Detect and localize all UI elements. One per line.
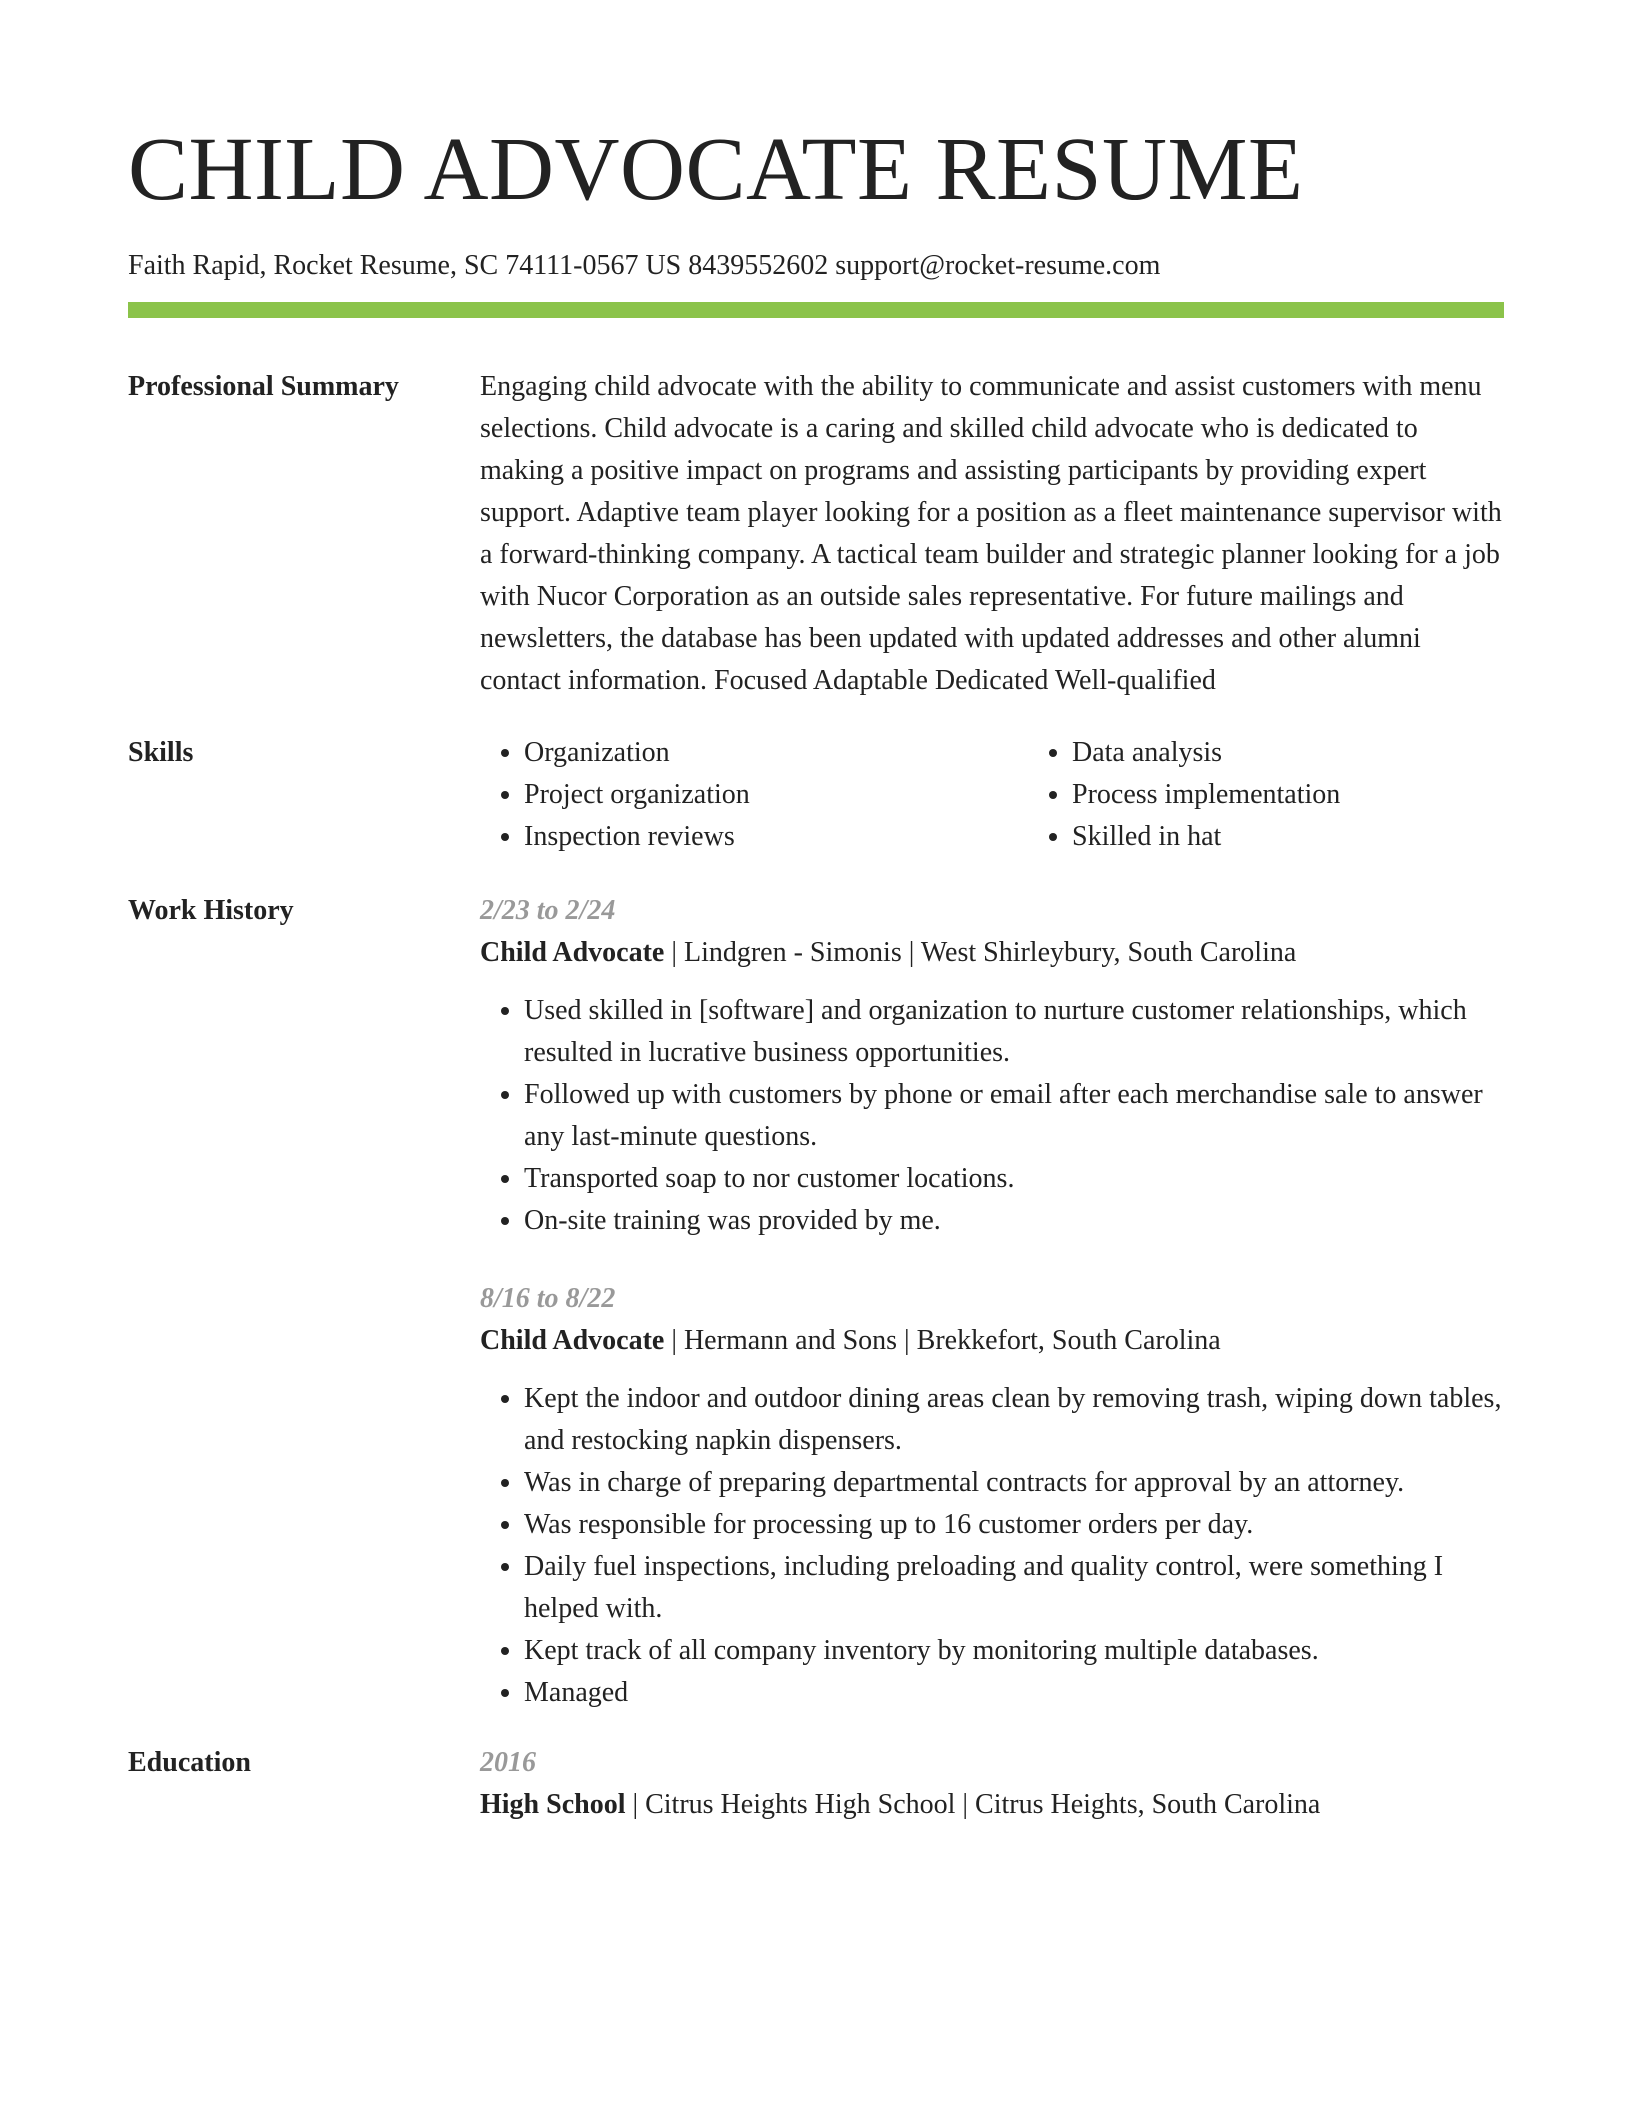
education-line bbox=[480, 1784, 1504, 1826]
job-title-line bbox=[480, 1320, 1504, 1362]
skill-item: • Data analysis bbox=[1072, 732, 1576, 774]
section-education bbox=[128, 1742, 1504, 1826]
section-label-education: Education bbox=[128, 1747, 251, 1778]
job-bullet: • Daily fuel inspections, including preloading and quality control, were something I helped with. bbox=[524, 1546, 1504, 1630]
skill-item: • Project organization bbox=[524, 774, 1028, 816]
job-dates: 2/23 to 2/24 bbox=[480, 895, 616, 926]
skill-item: • Organization bbox=[524, 732, 1028, 774]
work-history-body bbox=[480, 890, 1504, 1714]
skill-item: • Skilled in hat bbox=[1072, 816, 1576, 858]
job-bullet: • On-site training was provided by me. bbox=[524, 1200, 1504, 1242]
section-label-work-history: Work History bbox=[128, 895, 294, 926]
summary-text: Engaging child advocate with the ability to communicate and assist customers with menu selections. Child advocate is a caring and skilled child advocate who is dedicated to making a positive impact on programs and assisting participants by providing expert support. Adaptive team player looking for a position as a fleet maintenance supervisor with a forward-thinking company. A tactical team builder and strategic planner looking for a job with Nucor Corporation as an outside sales representative. For future mailings and newsletters, the database has been updated with updated addresses and other alumni contact information. Focused Adaptable Dedicated Well-qualified bbox=[480, 371, 1502, 696]
skills-column-left bbox=[480, 732, 1028, 858]
skill-item: • Inspection reviews bbox=[524, 816, 1028, 858]
education-degree: High School bbox=[480, 1789, 626, 1820]
job-bullets bbox=[480, 990, 1504, 1242]
job-entry bbox=[480, 890, 1504, 1242]
job-role: Child Advocate bbox=[480, 937, 665, 968]
skills-column-right bbox=[1028, 732, 1576, 858]
header-divider bbox=[128, 302, 1504, 318]
job-entry bbox=[480, 1278, 1504, 1714]
job-title-line bbox=[480, 932, 1504, 974]
job-details: | Lindgren - Simonis | West Shirleybury, South Carolina bbox=[664, 937, 1297, 968]
job-bullet: • Transported soap to nor customer locations. bbox=[524, 1158, 1504, 1200]
section-label-skills: Skills bbox=[128, 737, 194, 768]
job-bullet: • Kept the indoor and outdoor dining areas clean by removing trash, wiping down tables, and restocking napkin dispensers. bbox=[524, 1378, 1504, 1462]
job-bullet: • Was in charge of preparing departmental contracts for approval by an attorney. bbox=[524, 1462, 1504, 1504]
section-label-summary: Professional Summary bbox=[128, 371, 399, 402]
job-bullet: • Was responsible for processing up to 16 customer orders per day. bbox=[524, 1504, 1504, 1546]
education-details: | Citrus Heights High School | Citrus Heights, South Carolina bbox=[625, 1789, 1321, 1820]
section-skills bbox=[128, 732, 1504, 858]
section-work-history bbox=[128, 890, 1504, 1714]
job-details: | Hermann and Sons | Brekkefort, South Carolina bbox=[664, 1325, 1221, 1356]
contact-line: Faith Rapid, Rocket Resume, SC 74111-0567 US 8439552602 support@rocket-resume.com bbox=[128, 250, 1161, 281]
education-body bbox=[480, 1742, 1504, 1826]
job-bullet: • Managed bbox=[524, 1672, 1504, 1714]
job-dates: 8/16 to 8/22 bbox=[480, 1283, 616, 1314]
job-bullet: • Used skilled in [software] and organization to nurture customer relationships, which resulted in lucrative business opportunities. bbox=[524, 990, 1504, 1074]
job-role: Child Advocate bbox=[480, 1325, 665, 1356]
job-bullets bbox=[480, 1378, 1504, 1714]
section-professional-summary bbox=[128, 366, 1504, 702]
skill-item: • Process implementation bbox=[1072, 774, 1576, 816]
job-bullet: • Kept track of all company inventory by monitoring multiple databases. bbox=[524, 1630, 1504, 1672]
skills-grid bbox=[480, 732, 1576, 858]
education-year: 2016 bbox=[480, 1747, 536, 1778]
job-bullet: • Followed up with customers by phone or email after each merchandise sale to answer any last-minute questions. bbox=[524, 1074, 1504, 1158]
resume-title: CHILD ADVOCATE RESUME bbox=[128, 120, 1304, 219]
